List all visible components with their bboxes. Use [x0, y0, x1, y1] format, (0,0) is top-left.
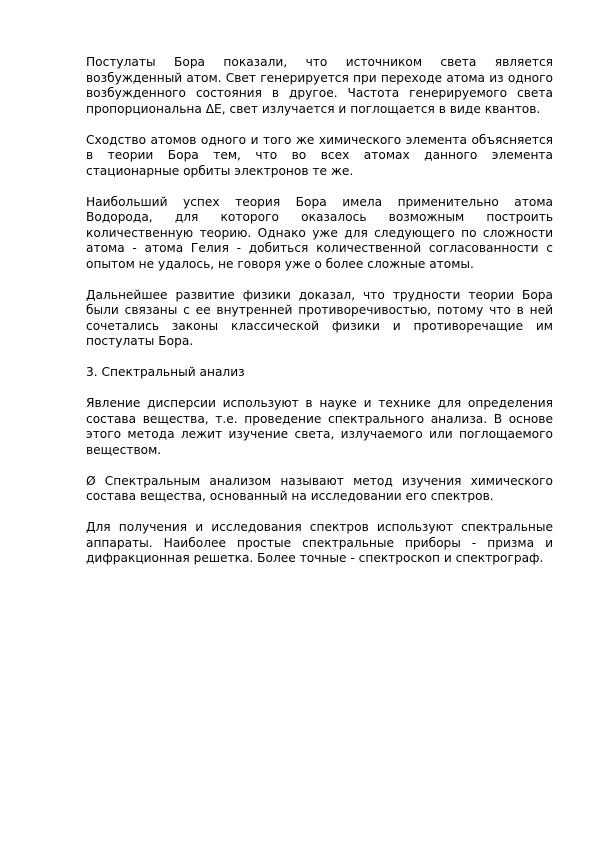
paragraph-atom-similarity: Сходство атомов одного и того же химического элемента объясняется в теории Бора тем, что во всех атомах данного элемента стационарные орбиты электронов те же. [86, 132, 553, 178]
paragraph-spectral-apparatus: Для получения и исследования спектров используют спектральные аппараты. Наиболее простые спектральные приборы - призма и дифракционная решетка. Более точные - спектроскоп и спектрограф. [86, 520, 553, 565]
paragraph-theory-contradictions: Дальнейшее развитие физики доказал, что трудности теории Бора были связаны с ее внутренней противоречивостью, потому что в ней сочетались законы классической физики и противоречащие им постулаты Бора. [86, 287, 553, 348]
paragraph-bohr-postulates: Постулаты Бора показали, что источником света является возбужденный атом. Свет генерируется при переходе атома из одного возбужденного состояния в другое. Частота генерируемого света пропорциональна ΔЕ, свет излучается и поглощается в виде квантов. [86, 55, 553, 116]
paragraph-dispersion: Явление дисперсии используют в науке и технике для определения состава вещества, т.е. проведение спектрального анализа. В основе этого метода лежит изучение света, излучаемого или поглощаемого веществом. [86, 396, 553, 457]
section-heading: 3. Спектральный анализ [86, 365, 245, 379]
paragraph-hydrogen-success: Наибольший успех теория Бора имела применительно атома Водорода, для которого оказалось возможным построить количественную теорию. Однако уже для следующего по сложности атома - атома Гелия - добиться количественной согласованности с опытом не удалось, не говоря уже о более сложные атомы. [86, 194, 553, 271]
document-page [86, 55, 553, 582]
paragraph-spectral-analysis-definition: Ø Спектральным анализом называют метод изучения химического состава вещества, основанный на исследовании его спектров. [86, 473, 553, 503]
